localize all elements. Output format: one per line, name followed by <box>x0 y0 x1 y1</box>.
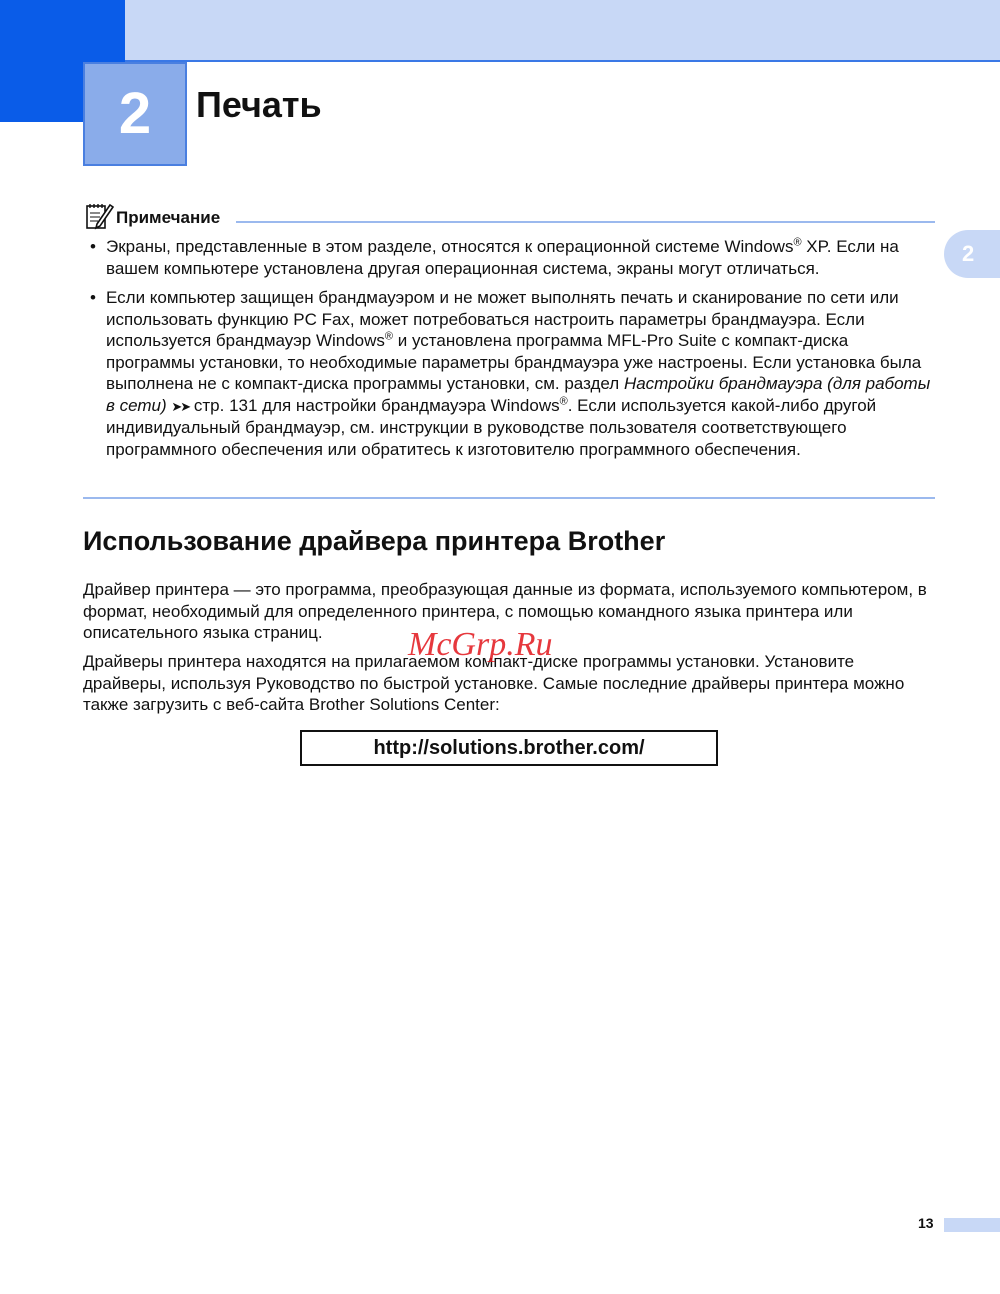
bullet1-text-b: XP. Если на вашем компьютере установлена другая операционная система, экраны могут отличаться. <box>106 237 899 278</box>
firewall-settings-link[interactable]: Настройки брандмауэра (для работы в сети) <box>106 374 931 415</box>
watermark: McGrp.Ru <box>408 626 553 663</box>
bullet2-text-c: стр. 131 для настройки брандмауэра Windows <box>189 395 560 415</box>
page-number: 13 <box>918 1215 934 1231</box>
page-number-bar <box>944 1218 1000 1232</box>
header-divider <box>125 60 1000 62</box>
chapter-side-tab[interactable]: 2 <box>944 230 1000 278</box>
note-bullet-list <box>88 236 940 468</box>
chapter-title: Печать <box>196 84 322 125</box>
header-light-band <box>125 0 1000 60</box>
notepad-pencil-icon <box>84 200 114 230</box>
note-bottom-rule <box>83 497 935 499</box>
solutions-center-url[interactable]: http://solutions.brother.com/ <box>300 730 718 766</box>
bullet2-text-a: Если компьютер защищен брандмауэром и не может выполнять печать и сканирование по сети или использовать функцию PC Fax, может потребоваться настроить параметры брандмауэра. Если используется брандмауэр Windows <box>106 288 899 350</box>
note-bullet-1 <box>88 236 940 279</box>
section-title: Использование драйвера принтера Brother <box>83 526 666 556</box>
bullet1-text-a: Экраны, представленные в этом разделе, относятся к операционной системе Windows <box>106 237 794 256</box>
registered-mark: ® <box>559 394 568 407</box>
double-arrow-icon: ➤➤ <box>171 398 190 414</box>
registered-mark: ® <box>384 330 394 343</box>
paragraph-driver-definition: Драйвер принтера — это программа, преобразующая данные из формата, используемого компьютером, в формат, необходимый для определенного принтера, с помощью командного языка принтера или описательного языка страниц. <box>83 580 927 642</box>
paragraph-driver-location: Драйверы принтера находятся на прилагаемом компакт-диске программы установки. Установите драйверы, используя Руководство по быстрой установке. Самые последние драйверы принтера можно также загрузить с веб-сайта Brother Solutions Center: <box>83 652 905 714</box>
note-top-rule <box>236 221 935 223</box>
note-bullet-2 <box>88 287 940 460</box>
note-label: Примечание <box>116 208 221 227</box>
registered-mark: ® <box>793 236 802 249</box>
chapter-number-box: 2 <box>83 62 187 166</box>
bullet2-text-d: . Если используется какой-либо другой индивидуальный брандмауэр, см. инструкции в руководстве пользователя соответствующего программного обеспечения или обратитесь к изготовителю программного обеспечения. <box>106 395 877 459</box>
bullet2-text-b: и установлена программа MFL-Pro Suite с компакт-диска программы установки, то необходимые параметры брандмауэра уже настроены. Если установка была выполнена не с компакт-диска программы установки, см. раздел <box>106 331 922 393</box>
